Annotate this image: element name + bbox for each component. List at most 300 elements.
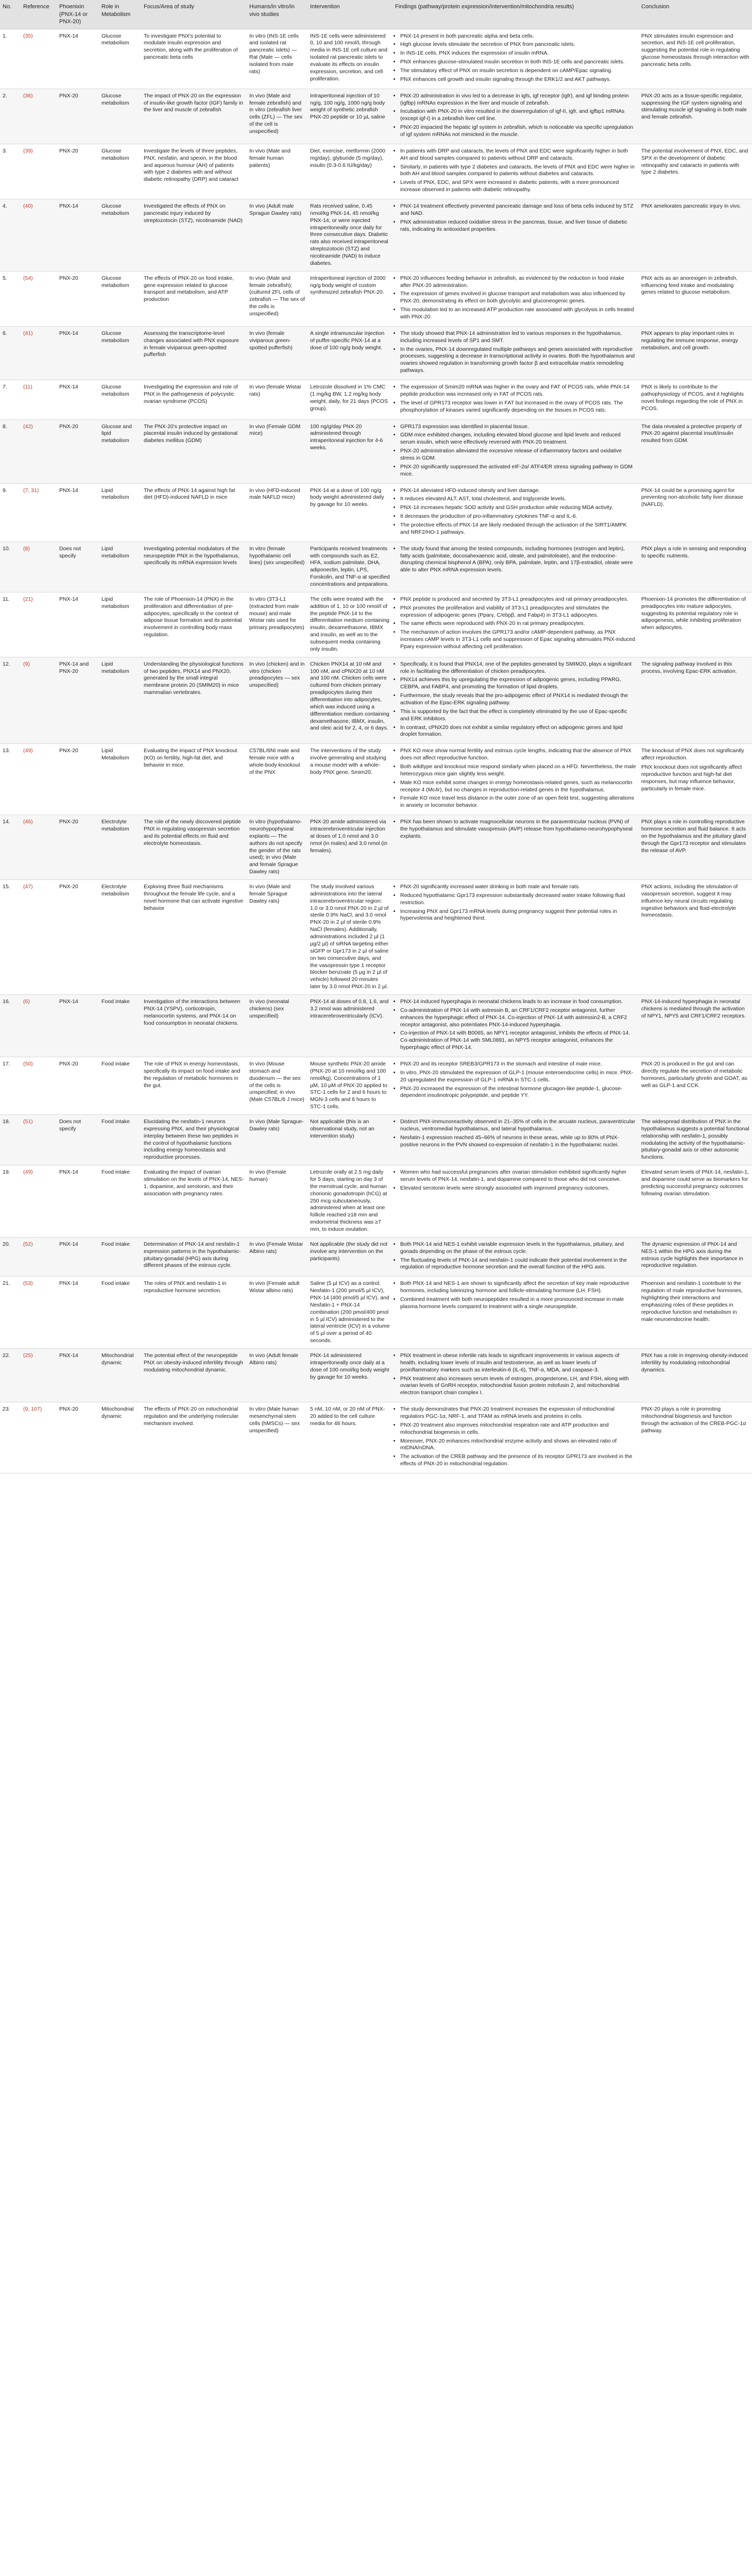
focus-cell (141, 541, 247, 592)
table-row (0, 994, 752, 1057)
reference-link[interactable]: (21) (21, 592, 57, 657)
conclusion-text: PNX ameliorates pancreatic injury in vivo. (641, 203, 741, 210)
table-row (0, 419, 752, 483)
reference-link[interactable]: (9) (21, 657, 57, 744)
finding-item: • PNX enhances glucose-stimulated insulin secretion in both INS-1E cells and pancreatic islets. (400, 59, 636, 66)
metabolism-role: Glucose metabolism (99, 89, 141, 144)
focus-cell (141, 483, 247, 541)
focus-text: Understanding the physiological functions of two peptides, PNX14 and PNX20, generated by the small integral membrane protein 20 (SMIM20) in mice mammalian vertebrates. (144, 660, 244, 696)
row-number: 3. (0, 144, 21, 199)
phoenixin-type: PNX-14 (57, 380, 99, 419)
conclusion-text: PNX plays a role in sensing and responding to specific nutrients. (641, 545, 746, 559)
focus-cell (141, 29, 247, 89)
header-phoenixin: Phoenixin (PNX-14 or PNX-20) (57, 0, 99, 29)
study-type: In vivo (Male Sprague-Dawley rats) (247, 1114, 307, 1165)
conclusion-cell (639, 592, 752, 657)
reference-link[interactable]: (49) (21, 1165, 57, 1238)
focus-cell (141, 815, 247, 880)
table-row (0, 29, 752, 89)
finding-item: • This modulation led to an increased ATP production rate associated with glycolysis in cells treated with PNX-20. (400, 307, 636, 321)
focus-text: Investigate the levels of three peptides, PNX, nesfatin, and spexin, in the blood and aqueous humour (AH) of patients with type 2 diabetes with and without diabetic retinopathy (DRP) and cataract (144, 147, 238, 183)
study-type: In vivo (neonatal chickens) (sex unspecified) (247, 994, 307, 1057)
study-type: In vivo (Male and female zebrafish) and in vitro (zebrafish liver cells (ZFL) — The sex of the cell is unspecified) (247, 89, 307, 144)
findings-cell (392, 880, 639, 995)
row-number: 11. (0, 592, 21, 657)
table-row (0, 380, 752, 419)
conclusion-cell (639, 1349, 752, 1402)
row-number: 17. (0, 1057, 21, 1114)
study-type: In vivo (Female Wistar Albino rats) (247, 1237, 307, 1276)
row-number: 2. (0, 89, 21, 144)
table-row (0, 199, 752, 272)
finding-item: • PNX-14 alleviated HFD-induced obesity and liver damage. (400, 487, 636, 495)
metabolism-role: Glucose metabolism (99, 380, 141, 419)
conclusion-cell (639, 1277, 752, 1349)
study-type: In vitro (Male human mesenchymal stem cells (hMSCs) — sex unspecified) (247, 1402, 307, 1473)
finding-item: • PNX-20 influences feeding behavior in zebrafish, as evidenced by the reduction in food intake after PNX-20 administration. (400, 275, 636, 290)
metabolism-role: Mitochondrial dynamic (99, 1402, 141, 1473)
phoenixin-type: PNX-20 (57, 744, 99, 815)
intervention-text: Letrozole orally at 2.5 mg daily for 5 days, starting on day 3 of the menstrual cycle, and human chorionic gonadotropin (hCG) at 250 mcg subcutaneously, administered when at least one follicle reached ≥18 mm and endometrial thickness was ≥7 mm, to induce ovulation. (307, 1165, 392, 1238)
study-type: In vivo (female viviparous green-spotted pufferfish) (247, 326, 307, 380)
conclusion-text-extra: PNX knockout does not significantly affect reproductive function and high-fat diet responses, but may influence behavior, particularly in female mice. (641, 764, 742, 792)
finding-item: • The mechanism of action involves the GPR173 and/or cAMP-dependent pathway, as PNX increases cAMP levels in 3T3-L1 cells and suppression of Epac signaling attenuates PNX-induced Pparγ expression without affecting cell proliferation. (400, 629, 636, 651)
row-number: 4. (0, 199, 21, 272)
focus-cell (141, 1057, 247, 1114)
focus-text: The impact of PNX-20 on the expression of insulin-like growth factor (IGF) family in the liver and muscle of zebrafish (144, 92, 244, 113)
phoenixin-type: PNX-14 (57, 199, 99, 272)
header-intervention: Intervention (307, 0, 392, 29)
metabolism-role: Electrolyte metabolism (99, 880, 141, 995)
row-number: 9. (0, 483, 21, 541)
finding-item: • GDM mice exhibited changes, including elevated blood glucose and lipid levels and reduced serum insulin, which were effectively reversed with PNX-20 treatment. (400, 432, 636, 446)
finding-item: • PNX enhances cell growth and insulin signaling through the ERK1/2 and AKT pathways. (400, 76, 636, 83)
reference-link[interactable]: (11) (21, 380, 57, 419)
metabolism-role: Glucose metabolism (99, 144, 141, 199)
table-row (0, 271, 752, 326)
focus-cell (141, 1165, 247, 1238)
finding-item: • It reduces elevated ALT, AST, total cholesterol, and triglyceride levels. (400, 496, 636, 503)
conclusion-text: Elevated serum levels of PNX-14, nesfatin-1, and dopamine could serve as biomarkers for predicting successful pregnancy outcomes following ovarian stimulation. (641, 1169, 749, 1197)
reference-link[interactable]: (52) (21, 1237, 57, 1276)
focus-text: The role of Phoenixin-14 (PNX) in the proliferation and differentiation of pre-adipocytes, specifically in the context of adipose tissue formation and its potential involvement in controlling body mass regulation. (144, 596, 242, 638)
conclusion-text: Phoenixin-14 promotes the differentiation of preadipocytes into mature adipocytes, suggesting its potential regulatory role in adipogenesis, while inhibiting proliferation when adipocytes. (641, 596, 746, 631)
finding-item: • PNX-20 impacted the hepatic igf system in zebrafish, which is noticeable via specific upregulation of igf system mRNAs not mimicked in the muscle. (400, 124, 636, 139)
intervention-text: The study involved various administrations into the lateral intracerebroventricular region: 1.0 or 3.0 nmol PNX-20 in 2 µl of sterile 0.9% NaCl, and 3.0 nmol PNX-20 in 2 µl of sterile 0.9% NaCl (females). Additionally, administrations included 2 µl (1 µg/2 µl) of siRNA targeting either siGFP or Gpr173 in 2 µl of saline on two consecutive days, and the vasopressin type 1 receptor blocker benzoate (5 µg in 2 µl of vehicle) followed 20 minutes later by 3.0 nmol PNX-20 in 2 µl. (307, 880, 392, 995)
table-row (0, 1402, 752, 1473)
focus-text: The effects of PNX-14 against high fat diet (HFD)-induced NAFLD in mice (144, 487, 235, 501)
reference-link[interactable]: (9, 107) (21, 1402, 57, 1473)
finding-item: • PNX-20 and its receptor SREB3/GPR173 in the stomach and intestine of male mice. (400, 1061, 636, 1068)
finding-item: • Co-administration of PNX-14 with astressin B, an CRF1/CRF2 receptor antagonist, further enhances the hyperphagic effect of PNX-14. Co-injection of PNX-14 with astressin2-B, a CRF2 receptor antagonist, also potentiates PNX-14-induced hyperphagia. (400, 1007, 636, 1029)
row-number: 15. (0, 880, 21, 995)
findings-cell (392, 657, 639, 744)
findings-list (395, 423, 636, 478)
intervention-text: Participants received treatments with compounds such as E2, HFA, sodium palmitate, DHA, adiponectin, leptin, LPS, Forskolin, and TNF-α at specified concentrations and preparations. (307, 541, 392, 592)
findings-list (395, 819, 636, 840)
findings-list (395, 1241, 636, 1271)
finding-item: • High glucose levels stimulate the secretion of PNX from pancreatic islets. (400, 41, 636, 48)
row-number: 22. (0, 1349, 21, 1402)
row-number: 14. (0, 815, 21, 880)
conclusion-cell (639, 541, 752, 592)
findings-cell (392, 29, 639, 89)
findings-list (395, 1280, 636, 1310)
intervention-text: PNX-20 amide administered via intracerebroventricular injection at doses of 1.0 nmol and 3.0 nmol (in males) and 3.0 nmol (in females). (307, 815, 392, 880)
study-type: In vivo (Adult female Albino rats) (247, 1349, 307, 1402)
focus-cell (141, 592, 247, 657)
reference-link[interactable]: (36) (21, 89, 57, 144)
finding-item: • Both PNX-14 and NES-1 are shown to significantly affect the secretion of key male reproductive hormones, including luteinizing hormone and follicle-stimulating hormone (LH, FSH). (400, 1280, 636, 1295)
conclusion-text: PNX-20 plays a role in promoting mitochondrial biogenesis and function through the activation of the CREB-PGC-1α pathway. (641, 1406, 746, 1434)
reference-link[interactable]: (7, 31) (21, 483, 57, 541)
findings-cell (392, 1057, 639, 1114)
finding-item: • The same effects were reproduced with PNX-20 in rat primary preadipocytes. (400, 620, 636, 628)
focus-cell (141, 419, 247, 483)
study-type: In vitro (female hypothalamic cell lines) (sex unspecified) (247, 541, 307, 592)
study-type: In vitro (INS-1E cells and isolated rat pancreatic islets) — Rat (Male — cells isolated from male rats) (247, 29, 307, 89)
intervention-text: Intraperitoneal injection of 2000 ng/g body weight of custom synthesized zebrafish PNX-20. (307, 271, 392, 326)
row-number: 18. (0, 1114, 21, 1165)
findings-list (395, 546, 636, 574)
conclusion-cell (639, 994, 752, 1057)
table-row (0, 1114, 752, 1165)
reference-link[interactable]: (40) (21, 199, 57, 272)
finding-item: • GPR173 expression was identified in placental tissue. (400, 423, 636, 431)
phoenixin-type: Does not specify (57, 1114, 99, 1165)
findings-list (395, 330, 636, 375)
focus-text: Investigated the effects of PNX on pancreatic injury induced by streptozotocin (STZ), nicotinamide (NAD) (144, 203, 243, 224)
finding-item: • Furthermore, the study reveals that the pro-adipogenic effect of PNX14 is mediated through the activation of the Epac-ERK signaling pathway. (400, 692, 636, 707)
finding-item: • Specifically, it is found that PNX14, one of the peptides generated by SMIM20, plays a significant role in facilitating the differentiation of chicken preadipocytes. (400, 661, 636, 675)
phoenixin-type: PNX-20 (57, 419, 99, 483)
findings-list (395, 1061, 636, 1099)
conclusion-text: PNX-20 acts as a tissue-specific regulator, suppressing the IGF system signaling and stimulating muscle igf signaling in both male and female zebrafish. (641, 92, 747, 121)
conclusion-cell (639, 380, 752, 419)
metabolism-role: Glucose metabolism (99, 29, 141, 89)
finding-item: • In INS-1E cells, PNX induces the expression of insulin mRNA. (400, 50, 636, 57)
table-body (0, 29, 752, 1473)
reference-link[interactable]: (53) (21, 1277, 57, 1349)
finding-item: • In vitro, PNX-20 stimulated the expression of GLP-1 (mouse enteroendocrine cells) in mice. PNX-20 upregulated the expression of GLP-1 mRNA in STC-1 cells. (400, 1070, 636, 1084)
row-number: 23. (0, 1402, 21, 1473)
metabolism-role: Electrolyte metabolism (99, 815, 141, 880)
reference-link[interactable]: (41) (21, 326, 57, 380)
phoenixin-type: PNX-14 (57, 592, 99, 657)
findings-cell (392, 815, 639, 880)
row-number: 13. (0, 744, 21, 815)
conclusion-text: The knockout of PNX does not significantly affect reproduction. (641, 748, 744, 761)
focus-text: The role of the newly discovered peptide PNX in regulating vasopressin secretion and its potential effects on fluid and electrolyte homeostasis. (144, 819, 241, 846)
conclusion-cell (639, 1237, 752, 1276)
header-findings: Findings (pathway/protein expression/intervention/mitochondria results) (392, 0, 639, 29)
metabolism-role: Lipid Metabolism (99, 744, 141, 815)
study-type: In vitro (hypothalamo-neurohypophyseal explants — The authors do not specify the gender of the rats used); in vivo (Male and female Sprague Dawley rats) (247, 815, 307, 880)
findings-cell (392, 1165, 639, 1238)
study-type: In vivo (Female human) (247, 1165, 307, 1238)
phoenixin-type: PNX-14 (57, 483, 99, 541)
metabolism-role: Lipid metabolism (99, 483, 141, 541)
finding-item: • Both wildtype and knockout mice respond similarly when placed on a HFD. Nevertheless, the male heterozygous mice gain slightly less weight. (400, 764, 636, 778)
finding-item: • PNX-14 increases hepatic SOD activity and GSH production while reducing MDA activity. (400, 504, 636, 512)
focus-text: The effects of PNX-20 on food intake, gene expression related to glucose transport and metabolism, and ATP production (144, 275, 234, 303)
findings-cell (392, 744, 639, 815)
study-type: In vivo (chicken) and in vitro (chicken preadipocytes — sex unspecified) (247, 657, 307, 744)
finding-item: • Levels of PNX, EDC, and SPX were increased in diabetic patients, with a more pronounced increase observed in patients with diabetic retinopathy. (400, 179, 636, 194)
table-row (0, 1057, 752, 1114)
conclusion-cell (639, 815, 752, 880)
findings-list (395, 93, 636, 139)
study-type: C57BL/6NI male and female mice with a whole-body knockout of the PNX (247, 744, 307, 815)
findings-list (395, 1169, 636, 1192)
finding-item: • The protective effects of PNX-14 are likely mediated through the activation of the SIRT1/AMPK and NRF2/HO-1 pathways. (400, 522, 636, 536)
findings-list (395, 1406, 636, 1468)
findings-cell (392, 89, 639, 144)
metabolism-role: Mitochondrial dynamic (99, 1349, 141, 1402)
findings-cell (392, 326, 639, 380)
focus-cell (141, 994, 247, 1057)
row-number: 19. (0, 1165, 21, 1238)
conclusion-text: The widespread distribution of PNX in the hypothalamus suggests a potential functional relationship with nesfatin-1, possibly modulating the activity of the hypothalamic-pituitary-gonadal axis or other autonomic functions. (641, 1118, 749, 1161)
conclusion-text: PNX is likely to contribute to the pathophysiology of PCOS, and it highlights novel findings regarding the role of PNX in PCOS. (641, 384, 744, 412)
intervention-text: INS-1E cells were administered 0, 10 and 100 nmol/L through media in INS-1E cell culture and isolated rat pancreatic islets to evaluate its effects on insulin expression, secretion, and cell proliferation. (307, 29, 392, 89)
focus-cell (141, 1237, 247, 1276)
intervention-text: Chicken PNX14 at 10 nM and 100 nM, and cPNX20 at 10 nM and 100 nM. Chicken cells were cultured from chicken primary preadipocytes during their differentiation into adipocytes, which was induced using a differentiation medium containing dexamethasone, IBMX, insulin, and oleic acid for 2, 4, or 6 days. (307, 657, 392, 744)
header-row (0, 0, 752, 29)
phoenixin-type: PNX-14 (57, 1237, 99, 1276)
intervention-text: Intraperitoneal injection of 10 ng/g, 100 ng/g, 1000 ng/g body weight of synthetic zebrafish PNX-20 peptide or 10 µL saline (307, 89, 392, 144)
intervention-text: Letrozole dissolved in 1% CMC (1 mg/kg BW, 1.2 mg/kg body weight, daily, for 21 days (PCOS group). (307, 380, 392, 419)
finding-item: • PNX administration reduced oxidative stress in the pancreas, tissue, and liver tissue of diabetic rats, indicating its antioxidant properties. (400, 219, 636, 233)
focus-text: Investigation of the interactions between PNX-14 (YSPV), corticotropin, melanocortin systems, and PNX-14 on food consumption in neonatal chickens. (144, 998, 241, 1026)
conclusion-cell (639, 483, 752, 541)
focus-cell (141, 89, 247, 144)
metabolism-role: Lipid metabolism (99, 657, 141, 744)
findings-cell (392, 541, 639, 592)
finding-item: • Similarly, in patients with type 2 diabetes and cataracts, the levels of PNX and EDC were higher in both AH and blood samples compared to patients without diabetes and cataracts. (400, 164, 636, 178)
study-type: In vivo (Female GDM mice) (247, 419, 307, 483)
table-row (0, 815, 752, 880)
phoenixin-type: PNX-14 (57, 326, 99, 380)
findings-cell (392, 1349, 639, 1402)
conclusion-text: The signaling pathway involved in this process, involving Epac-ERK activation. (641, 660, 737, 674)
finding-item: • In the ovaries, PNX-14 downregulated multiple pathways and genes associated with reproductive processes, suggesting a decrease in transcriptional activity in ovaries. Both the hypothalamus and ovaries showed regulation in transforming growth factor β and extracellular matrix remodeling pathways. (400, 346, 636, 375)
row-number: 21. (0, 1277, 21, 1349)
reference-link[interactable]: (8) (21, 541, 57, 592)
focus-cell (141, 880, 247, 995)
conclusion-cell (639, 1165, 752, 1238)
focus-cell (141, 144, 247, 199)
finding-item: • PNX-20 significantly increased water drinking in both male and female rats. (400, 884, 636, 891)
findings-list (395, 148, 636, 194)
conclusion-cell (639, 326, 752, 380)
findings-list (395, 998, 636, 1052)
reference-link[interactable]: (35) (21, 29, 57, 89)
intervention-text: The interventions of the study involve generating and studying a mouse model with a whole-body PNX gene, Smim20. (307, 744, 392, 815)
conclusion-text: The dynamic expression of PNX-14 and NES-1 within the HPG axis during the estrous cycle highlights their importance in reproductive regulation. (641, 1241, 743, 1269)
study-type: In vivo (Female adult Wistar albino rats) (247, 1277, 307, 1349)
reference-link[interactable]: (42) (21, 419, 57, 483)
findings-cell (392, 1277, 639, 1349)
reference-link[interactable]: (6) (21, 994, 57, 1057)
header-no: No. (0, 0, 21, 29)
findings-list (395, 1118, 636, 1148)
findings-list (395, 596, 636, 651)
study-type: In vivo (Male and female zebrafish); (cultured ZFL cells of zebrafish — The sex of the cells is unspecified) (247, 271, 307, 326)
finding-item: • Reduced hypothalamic Gpr173 expression substantially decreased water intake following fluid restriction. (400, 892, 636, 907)
table-row (0, 483, 752, 541)
phoenixin-type: PNX-14 (57, 1165, 99, 1238)
conclusion-text: PNX has a role in improving obesity-induced infertility by modulating mitochondrial dynamics. (641, 1352, 748, 1373)
conclusion-cell (639, 89, 752, 144)
study-type: In vivo (Adult male Sprague Dawley rats) (247, 199, 307, 272)
conclusion-cell (639, 199, 752, 272)
reference-link[interactable]: (47) (21, 880, 57, 995)
conclusion-cell (639, 1057, 752, 1114)
findings-cell (392, 199, 639, 272)
focus-text: To investigate PNX's potential to modulate insulin expression and secretion, along with the proliferation of pancreatic beta cells (144, 32, 238, 61)
intervention-text: Saline (5 µl ICV) as a control; Nesfatin-1 (200 pmol/5 µl ICV), PNX-14 (400 pmol/5 µl ICV), and Nesfatin-1 + PNX-14 combination (200 pmol/400 pmol in 5 µl ICV) administered to the lateral ventricle (ICV) in a volume of 5 µl over a period of 40 seconds. (307, 1277, 392, 1349)
conclusion-text: PNX plays a role in controlling reproductive hormone secretion and fluid balance. It acts on the hypothalamus and the pituitary gland through the Gpr173 receptor and stimulates the release of AVP. (641, 819, 746, 854)
finding-item: • The activation of the CREB pathway and the presence of its receptor GPR173 are involved in the effects of PNX-20 in mitochondrial regulation. (400, 1453, 636, 1468)
study-type: In vivo (HFD-induced male NAFLD mice) (247, 483, 307, 541)
header-conclusion: Conclusion (639, 0, 752, 29)
conclusion-cell (639, 271, 752, 326)
findings-list (395, 884, 636, 922)
phoenixin-type: PNX-20 (57, 144, 99, 199)
study-type: In vivo (Male and female Sprague Dawley rats) (247, 880, 307, 995)
focus-cell (141, 1114, 247, 1165)
metabolism-role: Food intake (99, 994, 141, 1057)
finding-item: • This is supported by the fact that the effect is completely eliminated by the use of Epac-specific and ERK inhibitors. (400, 708, 636, 723)
focus-text: Elucidating the nesfatin-1 neurons expressing PNX, and their physiological interplay between these two peptides in the control of hypothalamic functions including energy homeostasis and reproductive processes. (144, 1118, 240, 1161)
findings-cell (392, 271, 639, 326)
finding-item: • Nesfatin-1 expression reached 45–66% of neurons in these areas, while up to 80% of PNX-positive neurons in the PVN showed co-expression of nesfatin-1 in the hypothalamic nuclei. (400, 1134, 636, 1149)
metabolism-role: Food intake (99, 1057, 141, 1114)
conclusion-text: The potential involvement of PNX, EDC, and SPX in the development of diabetic retinopathy and cataracts in patients with type 2 diabetes. (641, 147, 748, 176)
reference-link[interactable]: (25) (21, 1349, 57, 1402)
phoenixin-type: PNX-14 and PNX-20 (57, 657, 99, 744)
focus-text: The role of PNX in energy homeostasis, specifically its impact on food intake and the regulation of metabolic hormones in the gut. (144, 1060, 241, 1089)
focus-text: Evaluating the impact of ovarian stimulation on the levels of PNX-14, NES-1, dopamine, and serotonin, and their association with pregnancy rates. (144, 1169, 244, 1197)
finding-item: • PNX-14 treatment effectively prevented pancreatic damage and loss of beta cells induced by STZ and NAD. (400, 203, 636, 217)
finding-item: • The expression of Smim20 mRNA was higher in the ovary and FAT of PCOS rats, while PNX-14 peptide production was increased only in FAT of PCOS rats. (400, 384, 636, 398)
finding-item: • PNX-20 administration in vivo led to a decrease in igfs, igf receptor (igfr), and igf binding protein (igfbp) mRNAs expression in the liver and muscle of zebrafish. (400, 93, 636, 107)
finding-item: • PNX-20 significantly suppressed the activated eIF-2α/ ATF4/ER stress signaling pathway in GDM mice. (400, 464, 636, 478)
finding-item: • PNX has been shown to activate magnocellular neurons in the paraventricular nucleus (PVN) of the hypothalamus and stimulate vasopressin (AVP) release from hypothalamo-neurohypophyseal explants. (400, 819, 636, 840)
finding-item: • Increasing PNX and Gpr173 mRNA levels during pregnancy suggest their potential roles in hypervolemia and heightened thirst. (400, 908, 636, 923)
finding-item: • PNX treatment in obese infertile rats leads to significant improvements in various aspects of health, including lower levels of insulin and testosterone, as well as lower levels of proinflammatory markers such as interleukin-6 (IL-6), TNF-α, MDA, and caspase-3. (400, 1352, 636, 1374)
intervention-text: PNX-14 administered intraperitoneally once daily at a dose of 100 nmol/kg body weight by gavage for 10 weeks. (307, 1349, 392, 1402)
conclusion-text: PNX actions, including the stimulation of vasopressin secretion, suggest it may influence key neural circuits regulating ingestive behaviors and fluid-electrolyte homeostasis. (641, 884, 738, 919)
findings-cell (392, 419, 639, 483)
metabolism-role: Food intake (99, 1114, 141, 1165)
metabolism-role: Glucose and lipid metabolism (99, 419, 141, 483)
table-row (0, 744, 752, 815)
findings-cell (392, 592, 639, 657)
finding-item: • Elevated serotonin levels were strongly associated with improved pregnancy outcomes. (400, 1185, 636, 1192)
intervention-text: A single intramuscular injection of puffer-specific PNX-14 at a dose of 100 ng/g body weight. (307, 326, 392, 380)
phoenixin-type: PNX-20 (57, 880, 99, 995)
reference-link[interactable]: (51) (21, 1114, 57, 1165)
phoenixin-type: PNX-20 (57, 815, 99, 880)
finding-item: • The expression of genes involved in glucose transport and metabolism was also influenced by PNX-20, demonstrating its effect on both glycolytic and gluconeogenic genes. (400, 291, 636, 305)
row-number: 10. (0, 541, 21, 592)
conclusion-cell (639, 144, 752, 199)
finding-item: • PNX KO mice show normal fertility and estrous cycle lengths, indicating that the absence of PNX does not affect reproductive function. (400, 748, 636, 762)
finding-item: • PNX peptide is produced and secreted by 3T3-L1 preadipocytes and rat primary preadipocytes. (400, 596, 636, 603)
findings-list (395, 487, 636, 536)
row-number: 5. (0, 271, 21, 326)
intervention-text: Not applicable (the study did not involve any intervention on the participants) (307, 1237, 392, 1276)
reference-link[interactable]: (50) (21, 1057, 57, 1114)
findings-cell (392, 994, 639, 1057)
conclusion-cell (639, 1114, 752, 1165)
phoenixin-type: PNX-14 (57, 994, 99, 1057)
finding-item: • PNX-20 administration alleviated the excessive release of inflammatory factors and oxidative stress in GDM. (400, 448, 636, 462)
finding-item: • The study showed that PNX-14 administration led to various responses in the hypothalamus, including increased levels of SP1 and SMT. (400, 330, 636, 345)
conclusion-text: PNX-20 is produced in the gut and can directly regulate the secretion of metabolic hormones, particularly ghrelin and GOAT, as well as GLP-1 and CCK. (641, 1060, 747, 1089)
phoenixin-type: PNX-14 (57, 1277, 99, 1349)
finding-item: • PNX14 achieves this by upregulating the expression of adipogenic genes, including PPARG, CEBPA, and FABP4, and promoting the formation of lipid droplets. (400, 676, 636, 691)
study-type: In vivo (female Wistar rats) (247, 380, 307, 419)
intervention-text: 5 nM, 10 nM, or 20 nM of PNX-20 added to the cell culture media for 48 hours. (307, 1402, 392, 1473)
finding-item: • PNX treatment also increases serum levels of estrogen, progesterone, LH, and FSH, along with ovarian levels of GnRH receptor, mitochondrial fusion protein mitofusin 2, and mitochondrial electron transport chain complex I. (400, 1376, 636, 1397)
focus-cell (141, 1349, 247, 1402)
intervention-text: Diet, exercise, metformin (2000 mg/day), glyburide (5 mg/day), insulin (0.3-0.6 IU/kg/day) (307, 144, 392, 199)
conclusion-cell (639, 744, 752, 815)
finding-item: • The study demonstrates that PNX-20 treatment increases the expression of mitochondrial regulators PGC-1α, NRF-1, and TFAM as mRNA levels and proteins in cells. (400, 1406, 636, 1420)
finding-item: • The study found that among the tested compounds, including hormones (estrogen and leptin), fatty acids (palmitate, docosahexaenoic acid, oleate, and palmitoleate), and the endocrine-disrupting chemical bisphenol A (BPA), only BPA, palmitate, leptin, and 17β-estradiol, oleate were able to alter PNX mRNA expression levels. (400, 546, 636, 574)
reference-link[interactable]: (49) (21, 744, 57, 815)
intervention-text: Rats received saline, 0.45 nmol/kg PNX-14, 45 nmol/kg PNX-14, or were injected intraperitoneally once daily for three consecutive days. Diabetic rats also received intraperitoneal streptozotocin (STZ) and nicotinamide (NAD) to induce diabetes. (307, 199, 392, 272)
finding-item: • Combined treatment with both neuropeptides resulted in a more pronounced increase in male plasma hormone levels compared to treatment with a single neuropeptide. (400, 1296, 636, 1311)
row-number: 1. (0, 29, 21, 89)
reference-link[interactable]: (46) (21, 815, 57, 880)
focus-text: The effects of PNX-20 on mitochondrial regulation and the underlying molecular mechanism involved. (144, 1406, 238, 1427)
focus-cell (141, 199, 247, 272)
finding-item: • Women who had successful pregnancies after ovarian stimulation exhibited significantly higher serum levels of PNX-14, nesfatin-1, and dopamine compared to those who did not conceive. (400, 1169, 636, 1183)
intervention-text: Mouse synthetic PNX-20 amide (PNX-20 at 10 nmol/kg and 100 nmol/kg). Concentrations of 1 µM, 10 µM of PNX-20 applied to STC-1 cells for 2 and 6 hours to MGN-3 cells and 6 hours to STC-1 cells. (307, 1057, 392, 1114)
conclusion-text: The data revealed a protective property of PNX-20 against placental insult/insulin resulted from GDM. (641, 423, 742, 444)
focus-text: Assessing the transcriptome-level changes associated with PNX exposure in female viviparous green-spotted pufferfish (144, 330, 240, 358)
intervention-text: Not applicable (this is an observational study, not an intervention study) (307, 1114, 392, 1165)
finding-item: • The level of GPR173 receptor was lower in FAT but increased in the ovary of PCOS rats. The phosphorylation of kinases varied significantly depending on the tissues in PCOS rats. (400, 400, 636, 414)
findings-list (395, 275, 636, 321)
table-row (0, 144, 752, 199)
study-type: In vivo (Mouse stomach and duodenum — the sex of the cells is unspecified; in vivo (Male C57BL/6 J mice) (247, 1057, 307, 1114)
table-row (0, 1277, 752, 1349)
reference-link[interactable]: (39) (21, 144, 57, 199)
focus-cell (141, 744, 247, 815)
finding-item: • The stimulatory effect of PNX on insulin secretion is dependent on cAMP/Epac signaling. (400, 67, 636, 75)
table-row (0, 1165, 752, 1238)
findings-cell (392, 1237, 639, 1276)
phoenixin-type: PNX-20 (57, 1402, 99, 1473)
conclusion-cell (639, 419, 752, 483)
finding-item: • PNX promotes the proliferation and viability of 3T3-L1 preadipocytes and stimulates the expression of adipogenic genes (Pparγ, C/ebpβ, and Fabp4) in 3T3-L1 adipocytes. (400, 605, 636, 619)
conclusion-text: PNX-14 could be a promising agent for preventing non-alcoholic fatty liver disease (NAFLD). (641, 487, 743, 508)
table-row (0, 89, 752, 144)
phoenixin-type: PNX-14 (57, 1349, 99, 1402)
conclusion-text: PNX appears to play important roles in regulating the immune response, energy metabolism, and cell growth. (641, 330, 738, 351)
finding-item: • Male KO mice exhibit some changes in energy homeostasis-related genes, such as melanocortin receptor 4 (Mc4r), but no changes in reproduction-related genes in the hypothalamus. (400, 779, 636, 794)
reference-link[interactable]: (54) (21, 271, 57, 326)
finding-item: • Co-injection of PNX-14 with B0065, an NPY1 receptor antagonist, inhibits the effects of PNX-14. Co-administration of PNX-14 with SML0891, an NPY5 receptor antagonist, enhances the hyperphagic effect of PNX-14. (400, 1030, 636, 1052)
focus-text: The potential effect of the neuropeptide PNX on obesity-induced infertility through modulating mitochondrial dynamic. (144, 1352, 243, 1373)
metabolism-role: Glucose metabolism (99, 199, 141, 272)
table-row (0, 1237, 752, 1276)
